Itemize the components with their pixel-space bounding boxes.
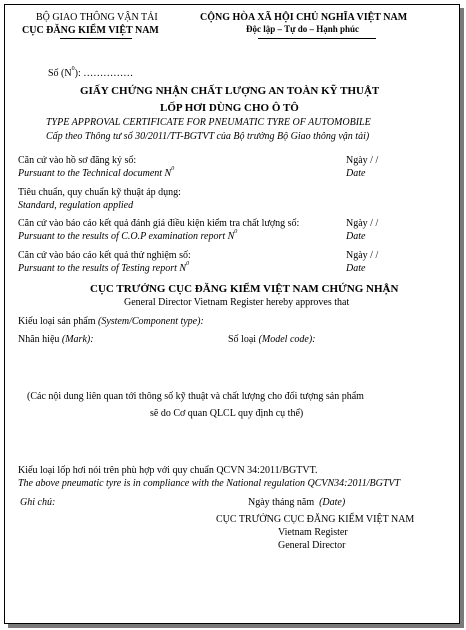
technical-document-date: Ngày / / [346, 155, 379, 166]
specification-note: (Các nội dung liên quan tới thông số kỹ thuật và chất lượng cho đối tượng sản phẩm [27, 391, 364, 402]
specification-note-continued: sẽ do Cơ quan QLCL quy định cụ thể) [150, 408, 304, 419]
standard-label: Tiêu chuẩn, quy chuẩn kỹ thuật áp dụng: [18, 187, 181, 198]
signatory-title-english: General Director [278, 540, 346, 551]
certificate-number: Số $(N^0)$: …………… [48, 66, 134, 79]
technical-document-label: Căn cứ vào hồ sơ đăng ký số: [18, 155, 137, 166]
standard-label-english: Standard, regulation applied [18, 200, 134, 211]
motto-underline [258, 38, 376, 39]
product-type-label: Kiểu loại sản phẩm (System/Component type): [18, 316, 204, 327]
certificate-title-english: TYPE APPROVAL CERTIFICATE FOR PNEUMATIC TYRE OF AUTOMOBILE [46, 117, 371, 128]
issue-date: Ngày tháng năm (Date) [248, 497, 346, 508]
legal-basis: Cấp theo Thông tư số 30/2011/TT-BGTVT của Bộ trưởng Bộ Giao thông vận tải) [46, 131, 370, 142]
technical-document-label-english: Pursuant to the Technical document $N^0$ [18, 166, 175, 179]
signatory-organization-english: Vietnam Register [278, 527, 348, 538]
remark-label: Ghi chú: [20, 497, 56, 508]
agency-underline [60, 38, 132, 39]
testing-report-date: Ngày / / [346, 250, 379, 261]
certificate-title: GIẤY CHỨNG NHẬN CHẤT LƯỢNG AN TOÀN KỸ THUẬT [80, 85, 380, 97]
compliance-statement-english: The above pneumatic tyre is in compliance with the National regulation QCVN34:2011/BGTVT [18, 478, 401, 489]
cop-report-date-english: Date [346, 231, 366, 242]
national-motto: Độc lập – Tự do – Hạnh phúc [246, 24, 360, 34]
page-shadow-right [460, 8, 464, 626]
signatory-title: CỤC TRƯỞNG CỤC ĐĂNG KIỂM VIỆT NAM [216, 514, 415, 525]
republic-name: CỘNG HÒA XÃ HỘI CHỦ NGHĨA VIỆT NAM [200, 12, 408, 23]
cop-report-label: Căn cứ vào báo cáo kết quả đánh giá điều kiện kiểm tra chất lượng số: [18, 218, 300, 229]
compliance-statement: Kiểu loại lốp hơi nói trên phù hợp với quy chuẩn QCVN 34:2011/BGTVT. [18, 465, 318, 476]
approval-heading: CỤC TRƯỞNG CỤC ĐĂNG KIỂM VIỆT NAM CHỨNG NHẬN [90, 283, 399, 295]
ministry-name: BỘ GIAO THÔNG VẬN TẢI [36, 12, 158, 23]
certificate-subtitle: LỐP HƠI DÙNG CHO Ô TÔ [160, 102, 299, 114]
technical-document-date-english: Date [346, 168, 366, 179]
approval-heading-english: General Director Vietnam Register hereby approves that [124, 297, 350, 308]
cop-report-date: Ngày / / [346, 218, 379, 229]
testing-report-label-english: Pursuant to the results of Testing report $N^0$ [18, 261, 190, 274]
page-shadow-bottom [8, 624, 464, 628]
cop-report-label-english: Pursuant to the results of C.O.P examination report $N^0$ [18, 229, 238, 242]
testing-report-date-english: Date [346, 263, 366, 274]
testing-report-label: Căn cứ vào báo cáo kết quả thử nghiệm số: [18, 250, 191, 261]
model-code-label: Số loại (Model code): [228, 334, 316, 345]
agency-name: CỤC ĐĂNG KIỂM VIỆT NAM [22, 25, 159, 36]
brand-label: Nhãn hiệu (Mark): [18, 334, 94, 345]
